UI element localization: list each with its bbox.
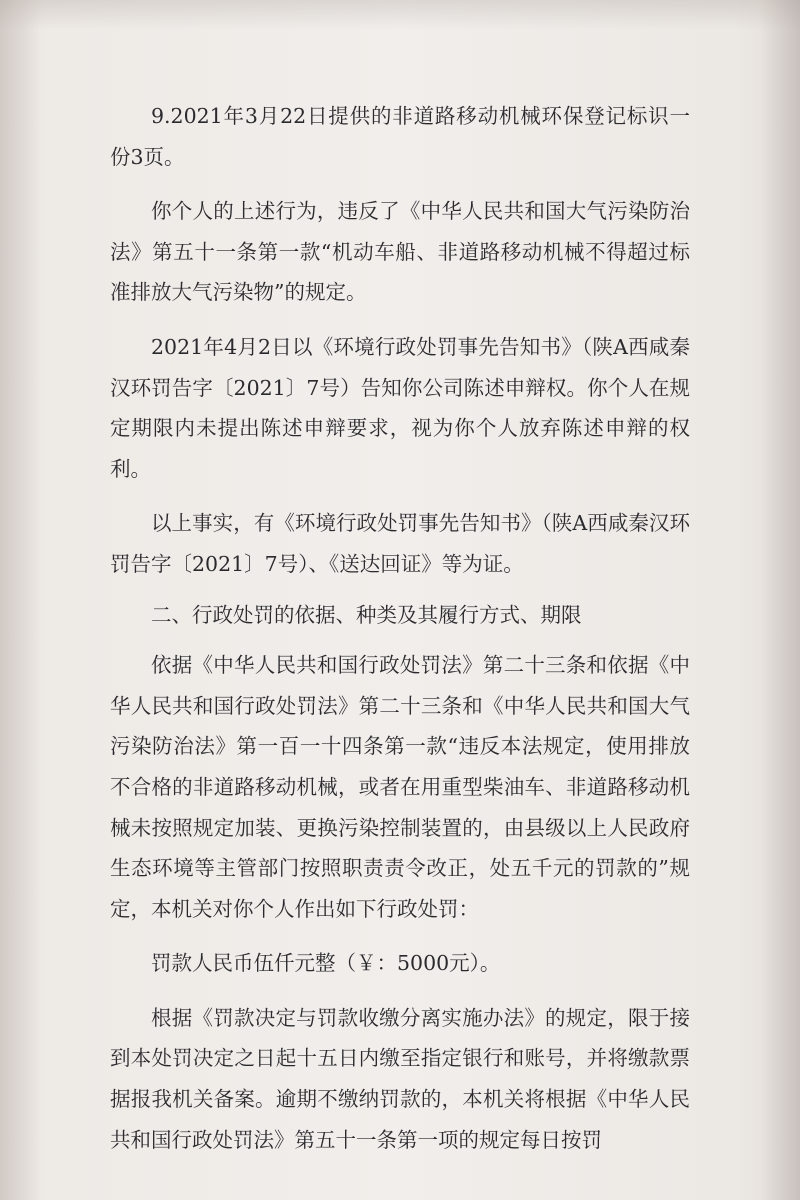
paragraph-evidence-item-9: 9.2021年3月22日提供的非道路移动机械环保登记标识一份3页。 — [110, 104, 690, 169]
section-heading-penalty-basis: 二、行政处罚的依据、种类及其履行方式、期限 — [151, 602, 582, 627]
paragraph-violation: 你个人的上述行为，违反了《中华人民共和国大气污染防治法》第五十一条第一款“机动车船、非道路移动机械不得超过标准排放大气污染物”的规定。 — [110, 199, 690, 305]
paragraph-fine-amount: 罚款人民币伍仟元整（￥：5000元）。 — [151, 951, 501, 976]
page-shadow-top — [0, 0, 800, 30]
paragraph-facts: 以上事实，有《环境行政处罚事先告知书》（陕A西咸秦汉环罚告字〔2021〕7号）、《送达回证》等为证。 — [110, 511, 690, 576]
paragraph-payment-terms: 根据《罚款决定与罚款收缴分离实施办法》的规定，限于接到本处罚决定之日起十五日内缴至指定银行和账号，并将缴款票据报我机关备案。逾期不缴纳罚款的，本机关将根据《中华人民共和国行政处罚法》第五十一条第一项的规定每日按罚 — [110, 1005, 690, 1152]
page-shadow-left — [0, 0, 40, 1200]
paragraph-notice: 2021年4月2日以《环境行政处罚事先告知书》（陕A西咸秦汉环罚告字〔2021〕7号）告知你公司陈述申辩权。你个人在规定期限内未提出陈述申辩要求，视为你个人放弃陈述申辩的权利。 — [110, 334, 690, 481]
paragraph-legal-basis: 依据《中华人民共和国行政处罚法》第二十三条和依据《中华人民共和国行政处罚法》第二十三条和《中华人民共和国大气污染防治法》第一百一十四条第一款“违反本法规定，使用排放不合格的非道路移动机械，或者在用重型柴油车、非道路移动机械未按照规定加装、更换污染控制装置的，由县级以上人民政府生态环境等主管部门按照职责责令改正，处五千元的罚款的”规定，本机关对你个人作出如下行政处罚： — [110, 653, 690, 921]
page-shadow-right — [760, 0, 800, 1200]
